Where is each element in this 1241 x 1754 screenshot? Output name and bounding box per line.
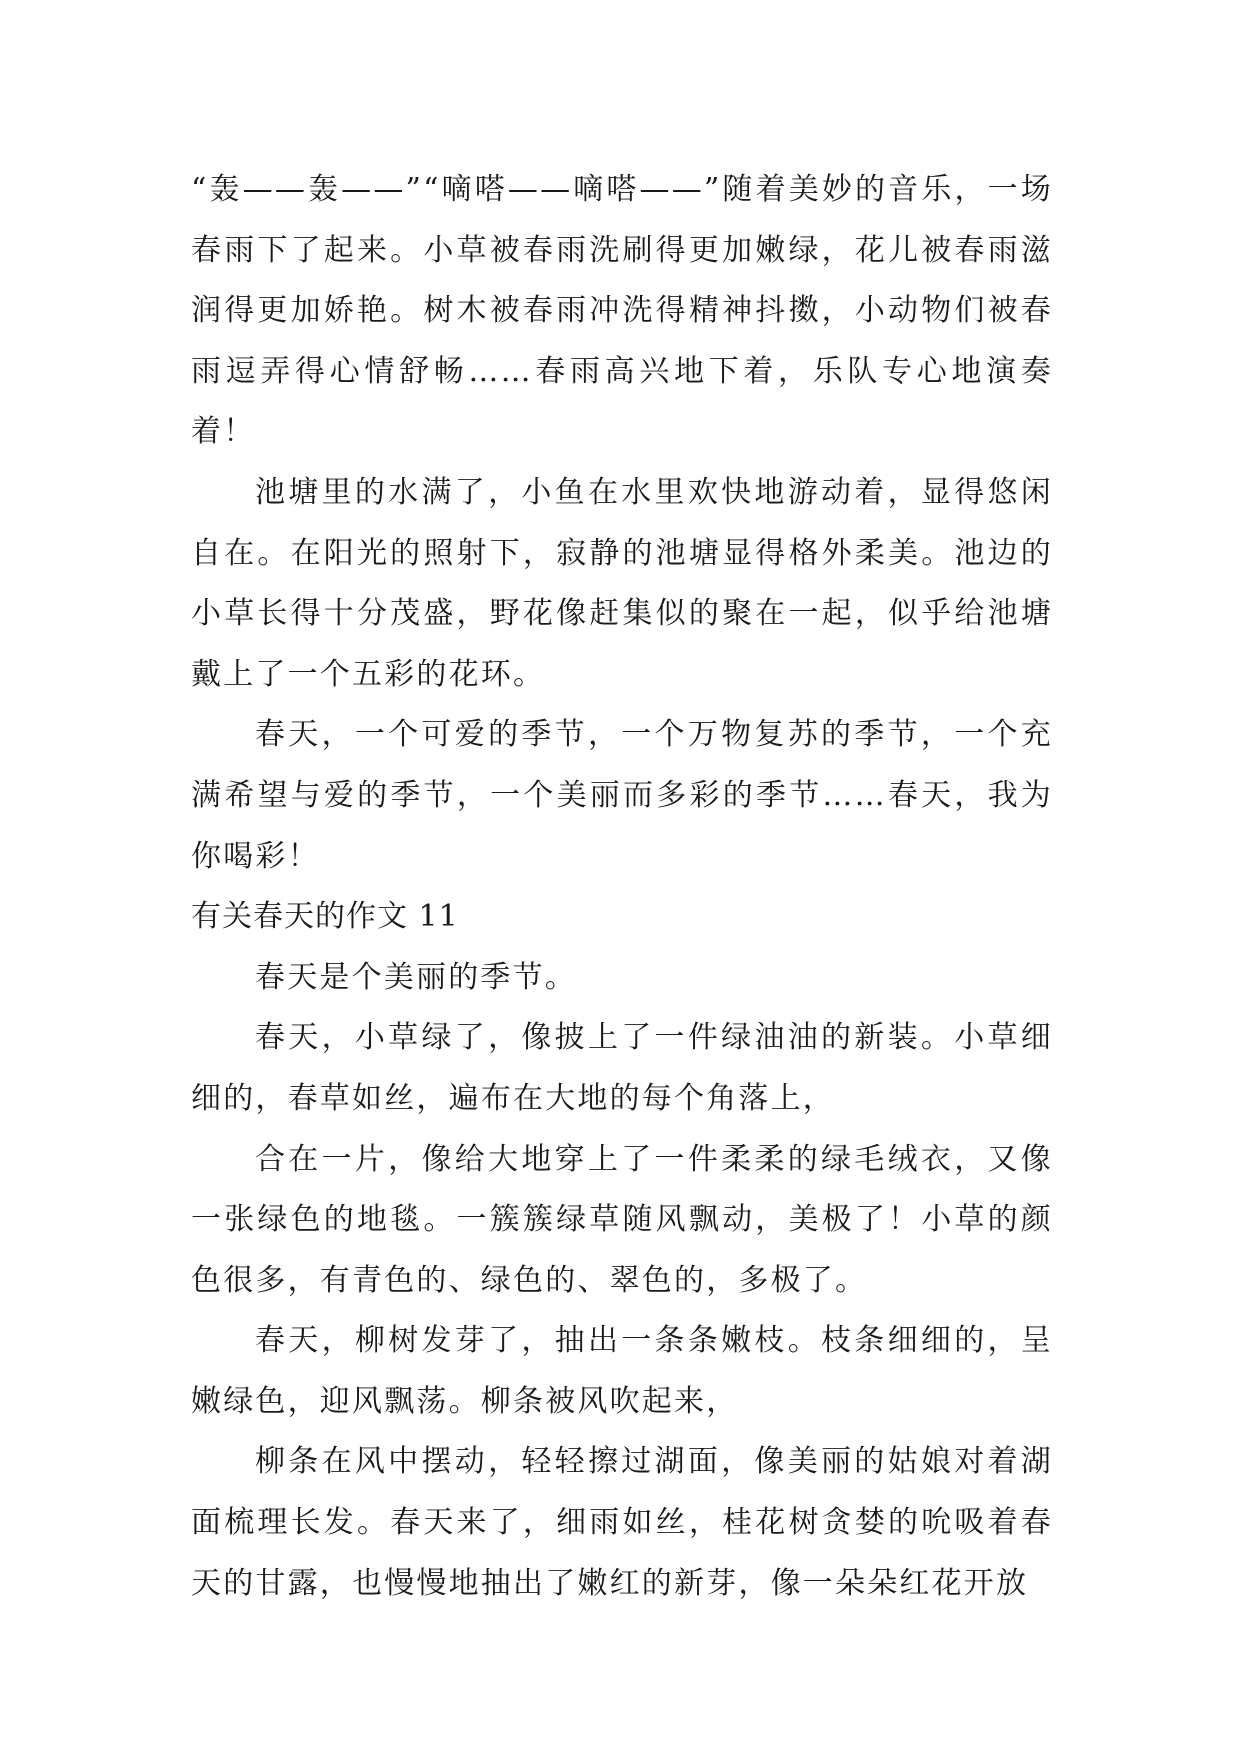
paragraph-willow-lake: 柳条在风中摆动，轻轻擦过湖面，像美丽的姑娘对着湖面梳理长发。春天来了，细雨如丝，桂花树贪婪的吮吸着春天的甘露，也慢慢地抽出了嫩红的新芽，像一朵朵红花开放 [191, 1444, 1053, 1601]
essay-heading: 有关春天的作文 11 [191, 899, 459, 935]
paragraph-spring-rain: “轰——轰——”“嘀嗒——嘀嗒——”随着美妙的音乐，一场春雨下了起来。小草被春雨洗刷得更加嫩绿，花儿被春雨滋润得更加娇艳。树木被春雨冲洗得精神抖擞，小动物们被春雨逗弄得心情舒畅……春雨高兴地下着，乐队专心地演奏着！ [191, 172, 1053, 450]
paragraph-beautiful-season: 春天是个美丽的季节。 [255, 959, 577, 995]
document-page [191, 160, 1053, 1614]
paragraph-pond: 池塘里的水满了，小鱼在水里欢快地游动着，显得悠闲自在。在阳光的照射下，寂静的池塘显得格外柔美。池边的小草长得十分茂盛，野花像赶集似的聚在一起，似乎给池塘戴上了一个五彩的花环。 [191, 474, 1053, 692]
paragraph-willow: 春天，柳树发芽了，抽出一条条嫩枝。枝条细细的，呈嫩绿色，迎风飘荡。柳条被风吹起来， [191, 1323, 1053, 1419]
paragraph-green-carpet: 合在一片，像给大地穿上了一件柔柔的绿毛绒衣，又像一张绿色的地毯。一簇簇绿草随风飘动，美极了！小草的颜色很多，有青色的、绿色的、翠色的，多极了。 [191, 1141, 1053, 1298]
paragraph-grass: 春天，小草绿了，像披上了一件绿油油的新装。小草细细的，春草如丝，遍布在大地的每个角落上， [191, 1020, 1053, 1116]
paragraph-cheer-spring: 春天，一个可爱的季节，一个万物复苏的季节，一个充满希望与爱的季节，一个美丽而多彩的季节……春天，我为你喝彩！ [191, 717, 1053, 874]
